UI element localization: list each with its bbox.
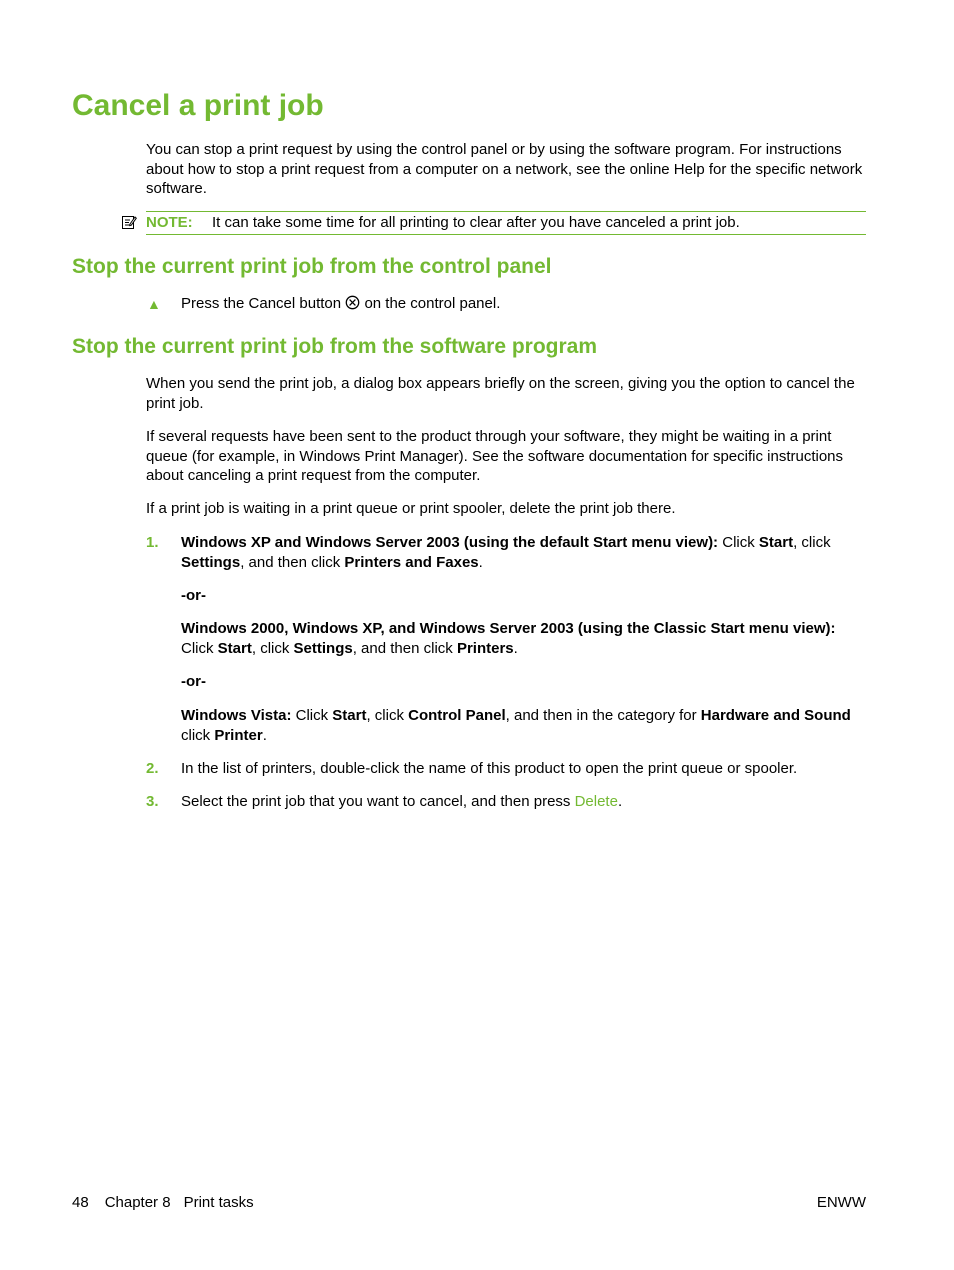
footer-left xyxy=(72,1193,270,1212)
triangle-bullet-icon: ▲ xyxy=(147,296,161,312)
delete-link[interactable]: Delete xyxy=(574,793,618,810)
paragraph-dialog-box: When you send the print job, a dialog box appears briefly on the screen, giving you the option to cancel the print job. xyxy=(146,375,855,412)
step-number-1: 1. xyxy=(146,534,159,551)
section-heading-software-program: Stop the current print job from the software program xyxy=(72,335,598,358)
page-number: 48 xyxy=(72,1194,89,1211)
step-1-classic: Windows 2000, Windows XP, and Windows Server 2003 (using the Classic Start menu view): Click Start, click Settings, and then click Printers. xyxy=(181,620,836,657)
intro-paragraph: You can stop a print request by using the control panel or by using the software program. For instructions about how to stop a print request from a computer on a network, see the online Help for the specific network software. xyxy=(146,141,863,197)
step-1-vista: Windows Vista: Click Start, click Control Panel, and then in the category for Hardware and Sound click Printer. xyxy=(181,707,851,744)
note-icon xyxy=(121,214,137,230)
step-3-text: Select the print job that you want to cancel, and then press Delete. xyxy=(181,793,623,810)
or-separator-2: -or- xyxy=(181,673,206,690)
note-text: It can take some time for all printing to clear after you have canceled a print job. xyxy=(212,214,740,231)
step-1-xp: Windows XP and Windows Server 2003 (using the default Start menu view): Click Start, click Settings, and then click Printers and Faxes. xyxy=(181,534,831,571)
section-heading-control-panel: Stop the current print job from the control panel xyxy=(72,255,552,278)
note-label: NOTE: xyxy=(146,214,193,231)
footer-right: ENWW xyxy=(816,1194,866,1211)
step-number-3: 3. xyxy=(146,793,159,810)
note-box xyxy=(146,211,866,235)
cancel-button-icon xyxy=(345,295,360,310)
step-2-text: In the list of printers, double-click the name of this product to open the print queue or spooler. xyxy=(181,760,798,777)
paragraph-print-queue: If several requests have been sent to the product through your software, they might be waiting in a print queue (for example, in Windows Print Manager). See the software documentation for specific instructions about canceling a print request from the computer. xyxy=(146,428,844,484)
control-panel-instruction: Press the Cancel button on the control panel. xyxy=(181,295,501,312)
step-number-2: 2. xyxy=(146,760,159,777)
or-separator-1: -or- xyxy=(181,587,206,604)
page-title: Cancel a print job xyxy=(72,89,324,122)
paragraph-spooler: If a print job is waiting in a print queue or print spooler, delete the print job there. xyxy=(146,500,676,517)
footer-chapter: Chapter 8 xyxy=(104,1194,171,1211)
footer-chapter-title: Print tasks xyxy=(183,1194,254,1211)
